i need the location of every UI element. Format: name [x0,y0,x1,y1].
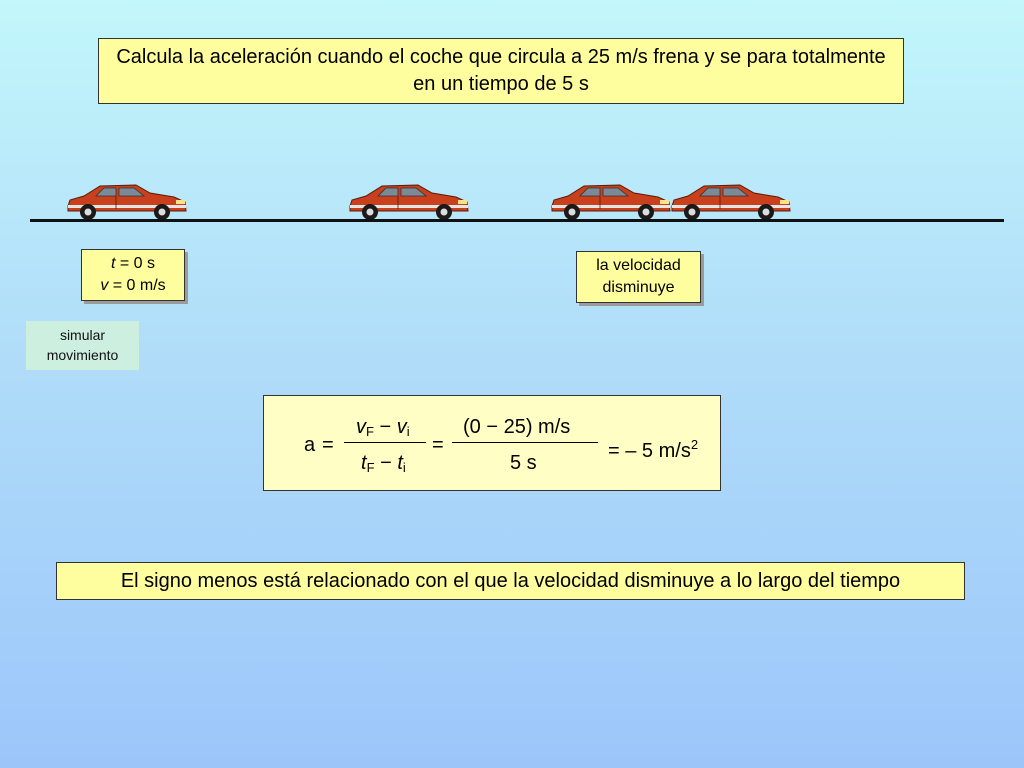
problem-text: Calcula la aceleración cuando el coche que circula a 25 m/s frena y se para totalmente en un tiempo de 5 s [116,46,886,95]
velocity-label-line1: la velocidad [596,257,681,274]
velocity-decreases-label [576,251,701,303]
velocity-line [82,275,184,297]
car-4-graphic [668,180,792,222]
fraction-line-2 [452,442,598,443]
car-icon [668,180,792,222]
simulate-button-line2: movimiento [46,347,119,363]
formula-eq-1: = [322,434,334,456]
time-variable: t [110,255,116,272]
acceleration-formula [263,395,721,491]
road-line [30,219,1004,222]
car-icon [346,180,470,222]
formula-denominator-1: $t_F - t_i$ [361,452,406,475]
explanation-text: El signo menos está relacionado con el que la velocidad disminuye a lo largo del tiempo [120,569,901,592]
formula-eq-2: = [432,434,444,456]
car-1-graphic [64,180,188,222]
problem-statement [98,38,904,104]
formula-denominator-2: 5 s [510,452,537,474]
time-value: = 0 s [115,255,156,272]
initial-state-label [81,249,185,301]
car-icon [548,180,672,222]
velocity-variable: v [100,277,109,294]
car-2-graphic [346,180,470,222]
velocity-value: = 0 m/s [108,277,166,294]
explanation-note [56,562,965,600]
formula-numerator-1: $v_F - v_i$ [356,416,410,439]
car-icon [64,180,188,222]
formula-result: = – 5 $m/s^2$ [608,437,699,462]
fraction-line-1 [344,442,426,443]
simulate-button-line1: simular [59,327,106,343]
time-line [82,253,184,275]
velocity-label-line2: disminuye [602,279,675,296]
formula-a: a [304,434,316,456]
simulate-movement-button[interactable] [26,321,139,370]
car-3-graphic [548,180,672,222]
formula-numerator-2: (0 − 25) m/s [463,416,571,438]
